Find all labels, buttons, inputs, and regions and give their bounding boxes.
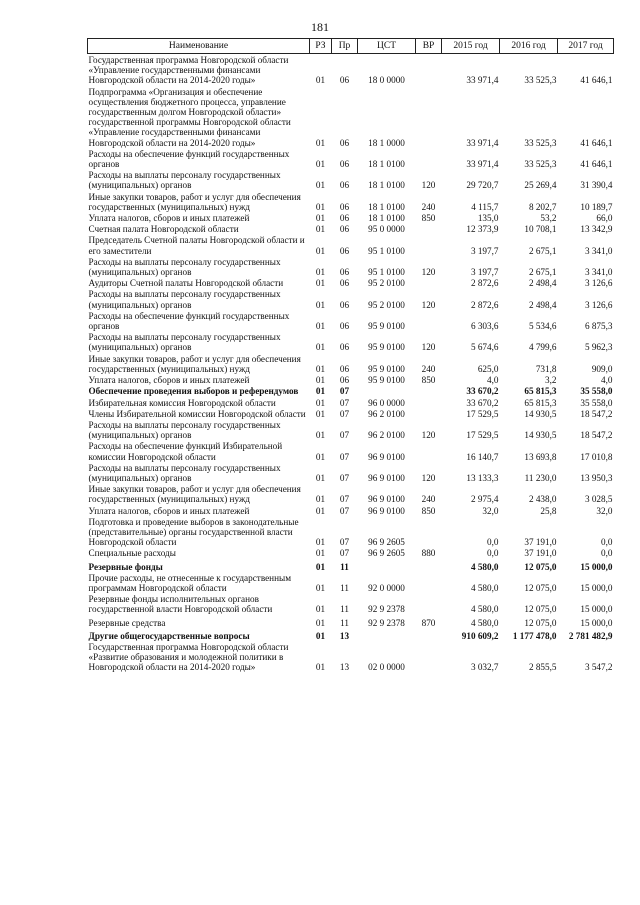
row-value-2016: 65 815,3 <box>524 386 557 397</box>
row-vr <box>416 310 442 331</box>
row-cst <box>358 385 416 396</box>
row-value-2017: 0,0 <box>601 537 613 548</box>
row-vr: 120 <box>421 342 436 353</box>
row-rz: 01 <box>315 451 326 462</box>
row-pr: 06 <box>339 321 350 332</box>
row-pr: 06 <box>339 245 350 256</box>
row-value-2015: 4 115,7 <box>471 201 499 212</box>
row-pr: 06 <box>339 224 350 235</box>
row-value-2017: 3 126,6 <box>584 299 613 310</box>
row-value-2015: 625,0 <box>477 363 499 374</box>
row-value-2016: 33 525,3 <box>524 75 557 86</box>
row-value-2015: 135,0 <box>477 213 499 224</box>
row-value-2017: 41 646,1 <box>580 137 613 148</box>
row-pr: 07 <box>339 494 350 505</box>
row-value-2015: 33 971,4 <box>466 159 499 170</box>
row-vr: 120 <box>421 299 436 310</box>
row-rz: 01 <box>315 201 326 212</box>
col-header-name: Наименование <box>88 39 310 54</box>
row-value-2017: 31 390,4 <box>580 180 613 191</box>
row-name: Уплата налогов, сборов и иных платежей <box>88 375 250 386</box>
table-row <box>88 86 614 148</box>
row-name: Члены Избирательной комиссии Новгородской области <box>88 408 306 419</box>
row-value-2017: 3 028,5 <box>584 494 613 505</box>
row-name: Обеспечение проведения выборов и референдумов <box>88 386 299 397</box>
row-rz: 01 <box>315 430 326 441</box>
row-value-2015: 4 580,0 <box>470 604 499 615</box>
row-value-2015: 17 529,5 <box>466 430 499 441</box>
row-rz: 01 <box>315 494 326 505</box>
table-row <box>88 310 614 331</box>
row-pr: 06 <box>339 159 350 170</box>
row-rz: 01 <box>315 299 326 310</box>
row-name: Расходы на обеспечение функций государственных органов <box>88 310 290 332</box>
row-cst: 96 2 0100 <box>368 430 405 441</box>
row-value-2015: 29 720,7 <box>466 180 499 191</box>
row-rz: 01 <box>315 267 326 278</box>
row-value-2015: 910 609,2 <box>461 630 499 641</box>
row-cst <box>358 559 416 572</box>
table-row <box>88 234 614 255</box>
row-value-2016: 2 675,1 <box>528 245 557 256</box>
row-vr <box>416 559 442 572</box>
table-row <box>88 331 614 352</box>
row-value-2015: 2 872,6 <box>470 299 499 310</box>
row-value-2016: 33 525,3 <box>524 159 557 170</box>
row-name: Счетная палата Новгородской области <box>88 224 239 235</box>
row-rz: 01 <box>315 662 326 673</box>
row-rz: 01 <box>315 137 326 148</box>
row-name: Специальные расходы <box>88 548 176 559</box>
row-value-2016: 33 525,3 <box>524 137 557 148</box>
table-row <box>88 462 614 483</box>
row-value-2015: 4,0 <box>487 375 499 386</box>
row-cst: 95 1 0100 <box>368 267 405 278</box>
row-value-2017: 6 875,3 <box>584 321 613 332</box>
row-pr: 07 <box>339 451 350 462</box>
table-row <box>88 572 614 593</box>
row-vr: 240 <box>421 363 436 374</box>
table-row <box>88 288 614 309</box>
row-pr: 07 <box>339 386 350 397</box>
row-cst: 95 2 0100 <box>368 278 405 289</box>
budget-table <box>87 38 614 673</box>
row-name: Председатель Счетной палаты Новгородской области и его заместители <box>88 235 305 256</box>
table-row <box>88 191 614 212</box>
table-row <box>88 212 614 223</box>
row-name: Резервные средства <box>88 617 166 628</box>
row-value-2015: 17 529,5 <box>466 408 499 419</box>
row-pr: 06 <box>339 342 350 353</box>
row-vr <box>416 408 442 419</box>
table-row <box>88 505 614 516</box>
row-value-2017: 13 342,9 <box>580 224 613 235</box>
row-name: Расходы на обеспечение функций государственных органов <box>88 148 290 170</box>
table-row <box>88 169 614 190</box>
row-name: Подпрограмма «Организация и обеспечение осуществления бюджетного процесса, управление государственным долгом Новгородской области» государственной программы Новгородской области «Управление государственными финансами Новгородской области на 2014-2020 годы» <box>88 86 291 148</box>
row-pr: 06 <box>339 278 350 289</box>
row-name: Расходы на выплаты персоналу государственных (муниципальных) органов <box>88 419 281 441</box>
row-cst: 18 0 0000 <box>368 75 405 86</box>
row-vr: 120 <box>421 472 436 483</box>
row-pr: 06 <box>339 75 350 86</box>
row-value-2016: 3,2 <box>545 375 557 386</box>
row-cst: 96 9 0100 <box>368 451 405 462</box>
row-cst: 92 0 0000 <box>368 582 405 593</box>
row-vr <box>416 54 442 86</box>
row-name: Государственная программа Новгородской области «Развитие образования и молодежной политики в Новгородской области на 2014-2020 годы» <box>88 641 289 673</box>
row-pr: 11 <box>340 582 349 593</box>
row-name: Расходы на выплаты персоналу государственных (муниципальных) органов <box>88 289 281 310</box>
row-pr: 07 <box>339 408 350 419</box>
row-vr: 120 <box>421 267 436 278</box>
row-value-2017: 13 950,3 <box>580 472 613 483</box>
row-value-2016: 12 075,0 <box>524 561 557 572</box>
row-rz: 01 <box>315 537 326 548</box>
row-rz: 01 <box>315 630 326 641</box>
row-cst: 96 9 0100 <box>368 472 405 483</box>
row-rz: 01 <box>315 582 326 593</box>
table-row <box>88 516 614 548</box>
row-vr <box>416 234 442 255</box>
row-value-2017: 66,0 <box>596 213 613 224</box>
row-pr: 06 <box>339 375 350 386</box>
row-vr: 120 <box>421 430 436 441</box>
row-cst: 96 2 0100 <box>368 408 405 419</box>
row-rz: 01 <box>315 561 326 572</box>
row-vr: 850 <box>421 375 436 386</box>
row-cst: 95 0 0000 <box>368 224 405 235</box>
row-rz: 01 <box>315 213 326 224</box>
row-name: Расходы на выплаты персоналу государственных (муниципальных) органов <box>88 256 281 278</box>
table-row <box>88 353 614 374</box>
row-vr: 240 <box>421 494 436 505</box>
row-value-2017: 17 010,8 <box>580 451 613 462</box>
row-vr <box>416 277 442 288</box>
row-value-2016: 14 930,5 <box>524 408 557 419</box>
row-value-2015: 32,0 <box>482 505 499 516</box>
row-cst: 95 9 0100 <box>368 342 405 353</box>
row-value-2017: 15 000,0 <box>580 617 613 628</box>
row-cst: 96 9 0100 <box>368 494 405 505</box>
col-header-2016: 2016 год <box>500 39 558 54</box>
row-pr: 06 <box>339 213 350 224</box>
row-value-2016: 53,2 <box>540 213 557 224</box>
row-rz: 01 <box>315 505 326 516</box>
row-rz: 01 <box>315 159 326 170</box>
row-vr <box>416 641 442 673</box>
row-value-2015: 0,0 <box>487 548 499 559</box>
row-pr: 06 <box>339 299 350 310</box>
table-row <box>88 148 614 169</box>
row-value-2015: 5 674,6 <box>470 342 499 353</box>
table-row <box>88 440 614 461</box>
row-pr: 07 <box>339 537 350 548</box>
row-value-2015: 3 197,7 <box>470 267 499 278</box>
row-value-2016: 13 693,8 <box>524 451 557 462</box>
row-value-2017: 0,0 <box>601 548 613 559</box>
row-cst: 95 9 0100 <box>368 363 405 374</box>
table-row <box>88 256 614 277</box>
row-vr <box>416 628 442 641</box>
row-value-2016: 1 177 478,0 <box>512 630 557 641</box>
row-value-2016: 11 230,0 <box>524 472 557 483</box>
row-name: Расходы на выплаты персоналу государственных (муниципальных) органов <box>88 170 281 191</box>
table-row <box>88 223 614 234</box>
row-vr: 870 <box>421 617 436 628</box>
row-vr <box>416 385 442 396</box>
col-header-2017: 2017 год <box>558 39 614 54</box>
row-rz: 01 <box>315 472 326 483</box>
table-body <box>88 54 614 673</box>
row-value-2015: 2 872,6 <box>470 278 499 289</box>
row-cst: 18 1 0100 <box>368 201 405 212</box>
row-value-2015: 16 140,7 <box>466 451 499 462</box>
row-cst: 96 0 0000 <box>368 397 405 408</box>
table-row <box>88 397 614 408</box>
row-rz: 01 <box>315 617 326 628</box>
row-pr: 13 <box>339 662 350 673</box>
row-vr <box>416 593 442 614</box>
row-pr: 06 <box>339 180 350 191</box>
row-value-2017: 3 341,0 <box>584 267 613 278</box>
row-pr: 06 <box>339 137 350 148</box>
row-value-2017: 18 547,2 <box>580 430 613 441</box>
row-value-2016: 731,8 <box>535 363 557 374</box>
table-row <box>88 408 614 419</box>
row-value-2017: 909,0 <box>591 363 613 374</box>
row-value-2016: 25 269,4 <box>524 180 557 191</box>
row-value-2015: 6 303,6 <box>470 321 499 332</box>
row-pr: 11 <box>340 561 349 572</box>
row-rz: 01 <box>315 408 326 419</box>
row-value-2017: 2 781 482,9 <box>568 630 613 641</box>
row-rz: 01 <box>315 75 326 86</box>
row-rz: 01 <box>315 604 326 615</box>
row-vr <box>416 223 442 234</box>
row-cst: 95 9 0100 <box>368 375 405 386</box>
row-vr: 120 <box>421 180 436 191</box>
table-row <box>88 385 614 396</box>
row-value-2015: 3 032,7 <box>470 662 499 673</box>
row-name: Резервные фонды <box>88 561 163 572</box>
table-row <box>88 374 614 385</box>
row-value-2015: 2 975,4 <box>470 494 499 505</box>
row-value-2017: 15 000,0 <box>580 561 613 572</box>
row-value-2016: 37 191,0 <box>524 548 557 559</box>
row-rz: 01 <box>315 278 326 289</box>
row-cst: 02 0 0000 <box>368 662 405 673</box>
row-value-2017: 32,0 <box>596 505 613 516</box>
table-row <box>88 54 614 86</box>
row-name: Расходы на обеспечение функций Избирательной комиссии Новгородской области <box>88 441 283 462</box>
row-rz: 01 <box>315 245 326 256</box>
row-name: Иные закупки товаров, работ и услуг для обеспечения государственных (муниципальных) нужд <box>88 353 301 374</box>
row-vr: 880 <box>421 548 436 559</box>
row-vr <box>416 572 442 593</box>
row-pr: 06 <box>339 363 350 374</box>
row-vr: 850 <box>421 213 436 224</box>
row-value-2017: 15 000,0 <box>580 582 613 593</box>
row-value-2016: 37 191,0 <box>524 537 557 548</box>
row-pr: 06 <box>339 267 350 278</box>
row-name: Избирательная комиссия Новгородской области <box>88 397 276 408</box>
table-header-row <box>88 39 614 54</box>
row-value-2017: 35 558,0 <box>580 397 613 408</box>
row-vr <box>416 86 442 148</box>
table-row <box>88 277 614 288</box>
row-value-2016: 8 202,7 <box>528 201 557 212</box>
table-row <box>88 559 614 572</box>
row-value-2016: 12 075,0 <box>524 582 557 593</box>
row-value-2016: 2 498,4 <box>528 299 557 310</box>
row-vr <box>416 397 442 408</box>
row-value-2016: 25,8 <box>540 505 557 516</box>
row-rz: 01 <box>315 397 326 408</box>
row-value-2017: 35 558,0 <box>580 386 613 397</box>
col-header-pr: Пр <box>332 39 358 54</box>
row-cst <box>358 628 416 641</box>
col-header-vr: ВР <box>416 39 442 54</box>
row-pr: 07 <box>339 430 350 441</box>
table-row <box>88 593 614 614</box>
row-value-2016: 5 534,6 <box>528 321 557 332</box>
row-pr: 11 <box>340 604 349 615</box>
row-value-2017: 10 189,7 <box>580 201 613 212</box>
row-cst: 96 9 0100 <box>368 505 405 516</box>
row-name: Прочие расходы, не отнесенные к государственным программам Новгородской области <box>88 572 292 593</box>
row-pr: 07 <box>339 505 350 516</box>
row-vr: 850 <box>421 505 436 516</box>
row-pr: 13 <box>339 630 350 641</box>
row-value-2015: 33 971,4 <box>466 137 499 148</box>
row-cst: 18 1 0000 <box>368 137 405 148</box>
row-rz: 01 <box>315 386 326 397</box>
row-value-2015: 4 580,0 <box>470 582 499 593</box>
row-name: Государственная программа Новгородской области «Управление государственными финансами Новгородской области на 2014-2020 годы» <box>88 55 289 86</box>
row-value-2017: 41 646,1 <box>580 159 613 170</box>
row-cst: 92 9 2378 <box>368 604 405 615</box>
row-rz: 01 <box>315 180 326 191</box>
row-value-2015: 4 580,0 <box>470 617 499 628</box>
row-cst: 96 9 2605 <box>368 548 405 559</box>
col-header-rz: РЗ <box>310 39 332 54</box>
table-row <box>88 547 614 558</box>
row-name: Аудиторы Счетной палаты Новгородской области <box>88 278 284 289</box>
row-name: Уплата налогов, сборов и иных платежей <box>88 505 250 516</box>
row-value-2016: 2 438,0 <box>528 494 557 505</box>
row-value-2016: 12 075,0 <box>524 604 557 615</box>
row-name: Другие общегосударственные вопросы <box>88 630 250 641</box>
row-vr <box>416 516 442 548</box>
row-value-2015: 33 670,2 <box>466 386 499 397</box>
row-value-2017: 5 962,3 <box>584 342 613 353</box>
row-cst: 18 1 0100 <box>368 159 405 170</box>
row-rz: 01 <box>315 375 326 386</box>
row-value-2016: 10 708,1 <box>524 224 557 235</box>
row-value-2015: 12 373,9 <box>466 224 499 235</box>
row-value-2016: 65 815,3 <box>524 397 557 408</box>
row-value-2016: 2 498,4 <box>528 278 557 289</box>
row-value-2017: 3 126,6 <box>584 278 613 289</box>
row-value-2017: 15 000,0 <box>580 604 613 615</box>
row-name: Подготовка и проведение выборов в законодательные (представительные) органы государственной власти Новгородской области <box>88 516 299 548</box>
row-value-2016: 14 930,5 <box>524 430 557 441</box>
row-rz: 01 <box>315 342 326 353</box>
row-value-2016: 2 675,1 <box>528 267 557 278</box>
row-value-2015: 0,0 <box>487 537 499 548</box>
col-header-cst: ЦСТ <box>358 39 416 54</box>
row-cst: 96 9 2605 <box>368 537 405 548</box>
row-cst: 18 1 0100 <box>368 180 405 191</box>
row-name: Иные закупки товаров, работ и услуг для обеспечения государственных (муниципальных) нужд <box>88 191 301 212</box>
row-name: Резервные фонды исполнительных органов государственной власти Новгородской области <box>88 594 273 615</box>
row-value-2015: 13 133,3 <box>466 472 499 483</box>
row-pr: 07 <box>339 472 350 483</box>
row-cst: 95 9 0100 <box>368 321 405 332</box>
table-row <box>88 628 614 641</box>
page-number: 181 <box>311 20 329 34</box>
table-row <box>88 419 614 440</box>
row-rz: 01 <box>315 321 326 332</box>
row-cst: 92 9 2378 <box>368 617 405 628</box>
row-vr <box>416 148 442 169</box>
row-cst: 95 1 0100 <box>368 245 405 256</box>
row-value-2015: 3 197,7 <box>470 245 499 256</box>
row-pr: 06 <box>339 201 350 212</box>
row-value-2017: 3 547,2 <box>584 662 613 673</box>
row-name: Уплата налогов, сборов и иных платежей <box>88 213 250 224</box>
row-pr: 07 <box>339 548 350 559</box>
row-vr: 240 <box>421 201 436 212</box>
row-rz: 01 <box>315 548 326 559</box>
row-value-2015: 33 670,2 <box>466 397 499 408</box>
table-row <box>88 483 614 504</box>
row-name: Расходы на выплаты персоналу государственных (муниципальных) органов <box>88 332 281 353</box>
row-pr: 07 <box>339 397 350 408</box>
table-row <box>88 641 614 673</box>
row-cst: 95 2 0100 <box>368 299 405 310</box>
row-value-2015: 33 971,4 <box>466 75 499 86</box>
row-value-2017: 3 341,0 <box>584 245 613 256</box>
row-value-2015: 4 580,0 <box>470 561 499 572</box>
row-cst: 18 1 0100 <box>368 213 405 224</box>
row-value-2016: 2 855,5 <box>528 662 557 673</box>
row-value-2017: 41 646,1 <box>580 75 613 86</box>
row-value-2017: 18 547,2 <box>580 408 613 419</box>
row-pr: 11 <box>340 617 349 628</box>
table-row <box>88 615 614 628</box>
row-rz: 01 <box>315 363 326 374</box>
row-value-2016: 12 075,0 <box>524 617 557 628</box>
row-value-2016: 4 799,6 <box>528 342 557 353</box>
row-vr <box>416 440 442 461</box>
col-header-2015: 2015 год <box>442 39 500 54</box>
row-name: Расходы на выплаты персоналу государственных (муниципальных) органов <box>88 462 281 483</box>
row-rz: 01 <box>315 224 326 235</box>
row-name: Иные закупки товаров, работ и услуг для обеспечения государственных (муниципальных) нужд <box>88 484 301 505</box>
row-value-2017: 4,0 <box>601 375 613 386</box>
